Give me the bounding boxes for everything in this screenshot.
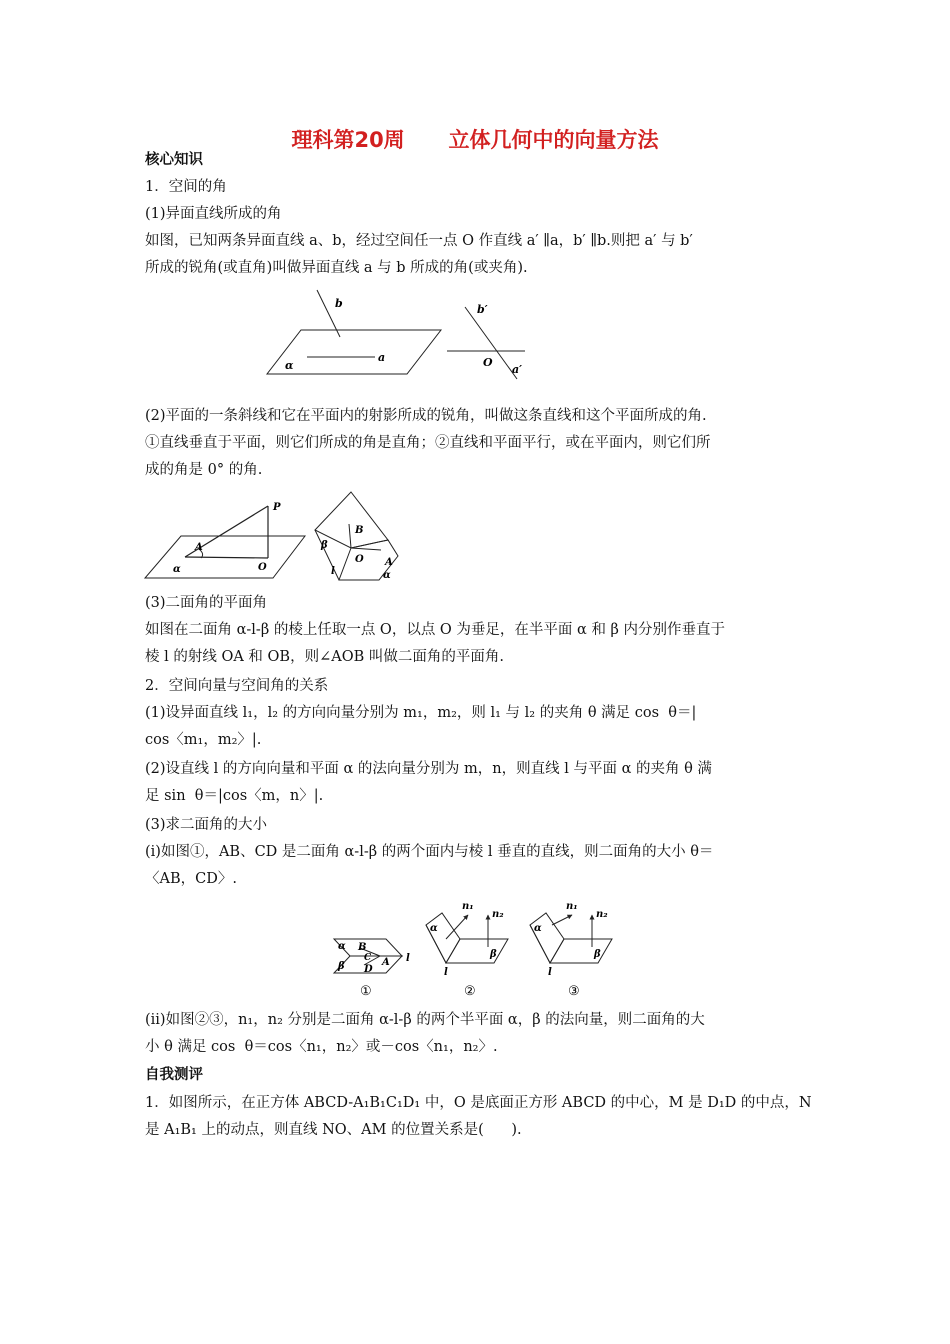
label-O: O	[258, 562, 267, 573]
label-beta: β	[338, 961, 345, 972]
label-A: A	[195, 542, 203, 553]
text-line: 成的角是 0° 的角.	[145, 462, 263, 478]
label-alpha: α	[173, 564, 181, 575]
page-title: 理科第20周 立体几何中的向量方法	[291, 128, 659, 152]
label-alpha-dihedral: α	[383, 570, 391, 581]
label-beta-2: β	[490, 949, 497, 960]
text-line: 1．空间的角	[145, 179, 227, 195]
text-line: 足 sin θ＝|cos〈m，n〉|.	[145, 788, 324, 804]
label-D: D	[364, 964, 373, 975]
label-C: C	[364, 953, 372, 963]
label-n1-3: n₁	[566, 901, 578, 912]
label-a: a	[378, 351, 386, 364]
label-A: A	[382, 957, 390, 968]
label-b: b	[335, 297, 343, 310]
text-line: 所成的锐角(或直角)叫做异面直线 a 与 b 所成的角(或夹角).	[145, 260, 528, 276]
label-B: B	[355, 525, 364, 536]
label-alpha-2: α	[430, 923, 438, 934]
text-line: (ⅱ)如图②③，n₁，n₂ 分别是二面角 α-l-β 的两个半平面 α，β 的法向量，则二面角的大	[145, 1012, 705, 1028]
text-line: 2．空间向量与空间角的关系	[145, 678, 329, 694]
text-line: 如图，已知两条异面直线 a、b，经过空间任一点 O 作直线 a′ ∥a，b′ ∥b.则把 a′ 与 b′	[145, 233, 693, 249]
label-B: B	[358, 942, 367, 953]
text-line: 小 θ 满足 cos θ＝cos〈n₁，n₂〉或－cos〈n₁，n₂〉.	[145, 1039, 498, 1055]
figure-line-plane-angle	[143, 490, 408, 585]
figure-dihedral-vectors	[330, 895, 620, 1000]
label-beta: β	[321, 540, 328, 551]
text-line: (3)求二面角的大小	[145, 817, 268, 833]
text-line: (3)二面角的平面角	[145, 595, 268, 611]
section-heading-self-test: 自我测评	[145, 1067, 203, 1083]
text-line: (2)平面的一条斜线和它在平面内的射影所成的锐角，叫做这条直线和这个平面所成的角.	[145, 408, 707, 424]
label-b-prime: b′	[477, 303, 488, 316]
text-line: (2)设直线 l 的方向向量和平面 α 的法向量分别为 m，n，则直线 l 与平面 α 的夹角 θ 满	[145, 761, 712, 777]
label-n1: n₁	[462, 901, 474, 912]
text-line: 是 A₁B₁ 上的动点，则直线 NO、AM 的位置关系是( ).	[145, 1122, 522, 1138]
caption-3: ③	[568, 984, 580, 999]
label-l-3: l	[548, 967, 552, 978]
label-n2-3: n₂	[596, 909, 608, 920]
text-line: 1．如图所示，在正方体 ABCD-A₁B₁C₁D₁ 中，O 是底面正方形 ABCD 的中心，M 是 D₁D 的中点，N	[145, 1095, 812, 1111]
text-line: (ⅰ)如图①，AB、CD 是二面角 α-l-β 的两个面内与棱 l 垂直的直线，则二面角的大小 θ＝	[145, 844, 714, 860]
text-line: cos〈m₁，m₂〉|.	[145, 732, 262, 748]
text-line: 棱 l 的射线 OA 和 OB，则∠AOB 叫做二面角的平面角.	[145, 649, 504, 665]
label-n2: n₂	[492, 909, 504, 920]
label-beta-3: β	[594, 949, 601, 960]
text-line: (1)设异面直线 l₁，l₂ 的方向向量分别为 m₁，m₂，则 l₁ 与 l₂ 的夹角 θ 满足 cos θ＝|	[145, 705, 697, 721]
label-A-dihedral: A	[385, 557, 393, 568]
text-line: 如图在二面角 α-l-β 的棱上任取一点 O，以点 O 为垂足，在半平面 α 和 β 内分别作垂直于	[145, 622, 726, 638]
figure-skew-lines	[265, 285, 535, 385]
caption-2: ②	[464, 984, 476, 999]
label-l: l	[406, 953, 410, 964]
label-P: P	[273, 502, 281, 513]
label-l-2: l	[444, 967, 448, 978]
text-line: 〈AB，CD〉.	[145, 871, 237, 887]
label-O: O	[483, 356, 493, 369]
caption-1: ①	[360, 984, 372, 999]
label-l: l	[331, 566, 335, 577]
text-line: (1)异面直线所成的角	[145, 206, 282, 222]
label-O-dihedral: O	[355, 554, 364, 565]
label-alpha: α	[285, 359, 294, 372]
section-heading-core-knowledge: 核心知识	[145, 152, 203, 168]
label-alpha: α	[338, 941, 346, 952]
text-line: ①直线垂直于平面，则它们所成的角是直角；②直线和平面平行，或在平面内，则它们所	[145, 435, 711, 451]
label-a-prime: a′	[512, 363, 523, 376]
label-alpha-3: α	[534, 923, 542, 934]
